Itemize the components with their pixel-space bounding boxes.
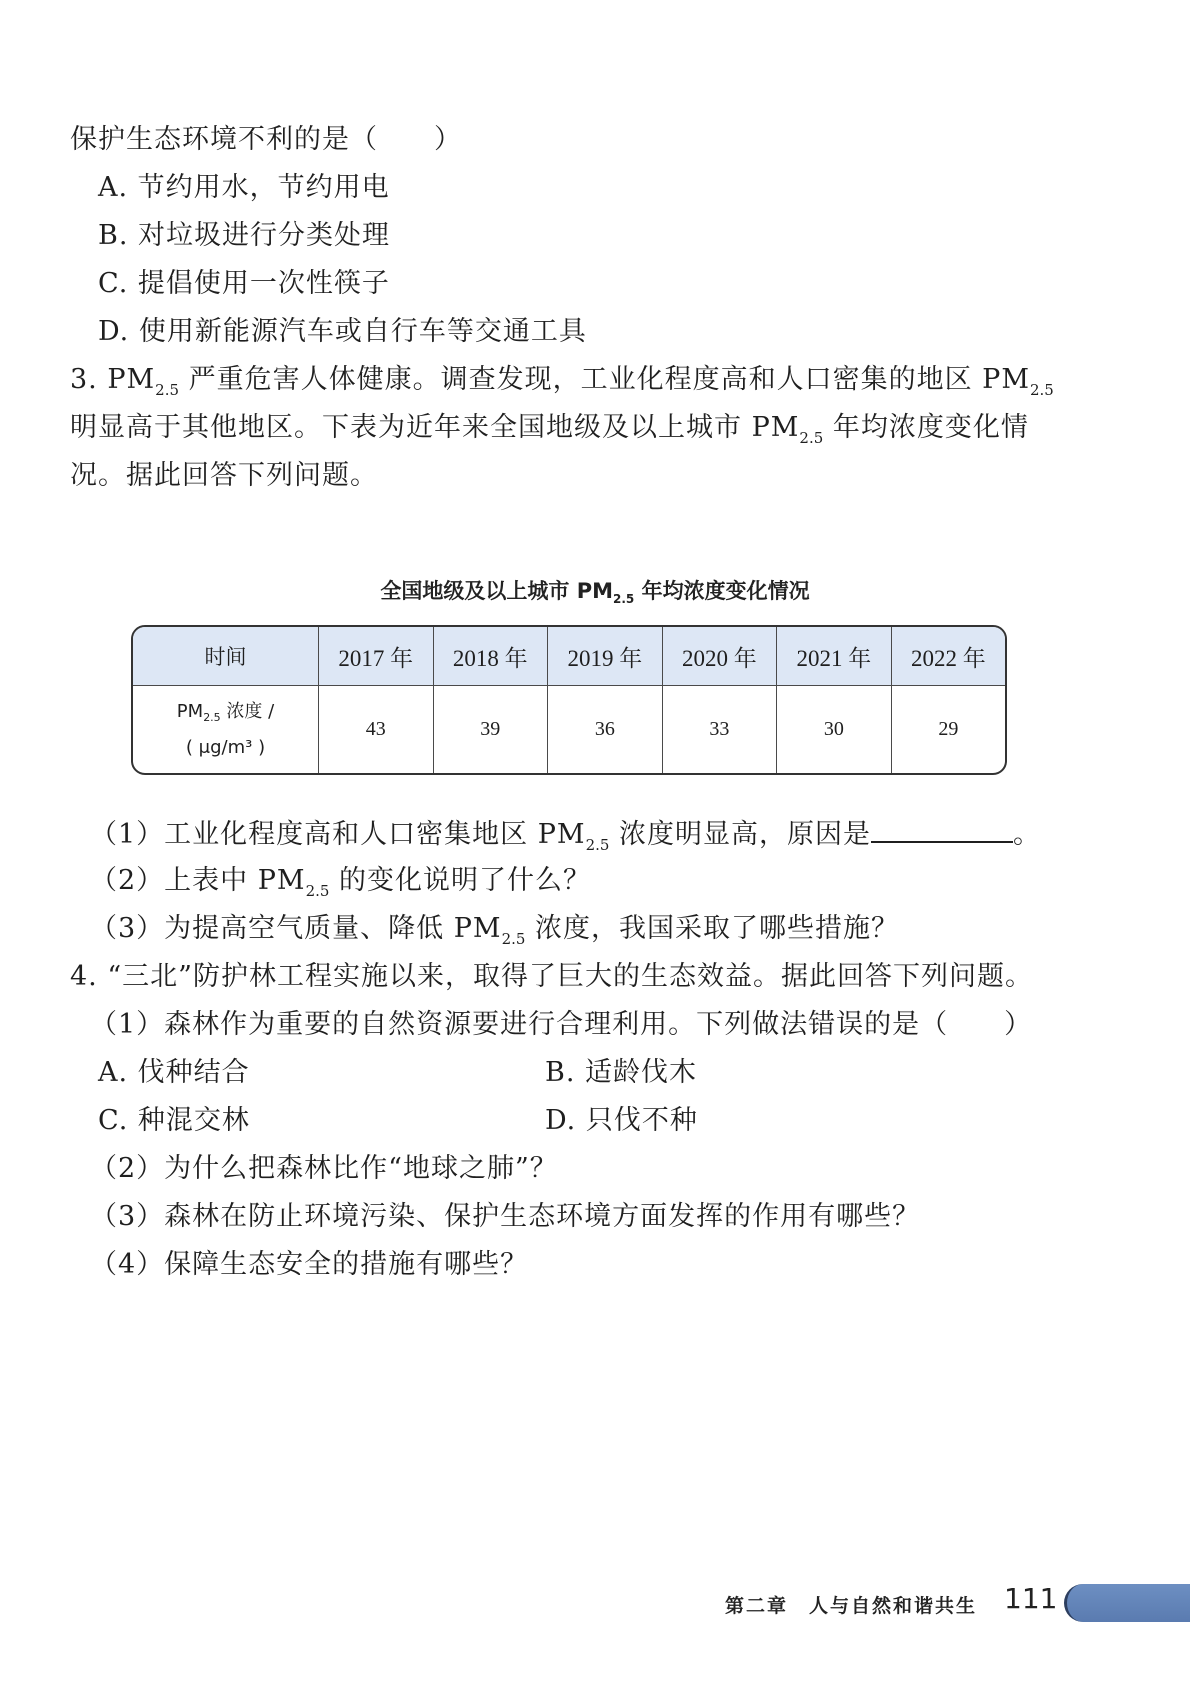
table-title — [0, 575, 1190, 605]
q4-sub-3: （3）森林在防止环境污染、保护生态环境方面发挥的作用有哪些？ — [90, 1201, 921, 1232]
subscript: 2.5 — [1030, 381, 1054, 399]
text: 。 — [1013, 819, 1042, 850]
subscript: 2.5 — [203, 710, 221, 724]
header-year: 2022 年 — [891, 627, 1005, 686]
q2-option-c: C. 提倡使用一次性筷子 — [98, 268, 390, 299]
q3-sub-3 — [90, 911, 899, 950]
q4-option-d: D. 只伐不种 — [545, 1105, 698, 1136]
table-cell: 29 — [891, 686, 1005, 774]
text: 年均浓度变化情 — [823, 412, 1029, 443]
table-cell: 36 — [548, 686, 663, 774]
chapter-title: 第二章 人与自然和谐共生 — [725, 1595, 978, 1617]
page-number: 111 — [1004, 1582, 1058, 1615]
answer-blank[interactable] — [871, 815, 1013, 843]
text: （2）上表中 PM — [90, 865, 306, 896]
q3-sub-1 — [90, 815, 1041, 856]
subscript: 2.5 — [155, 381, 180, 399]
table-cell: 33 — [662, 686, 777, 774]
q2-option-a: A. 节约用水，节约用电 — [98, 172, 390, 203]
text: 浓度，我国采取了哪些措施？ — [525, 913, 900, 944]
q3-stem-line-1 — [70, 362, 1054, 401]
header-year: 2017 年 — [319, 627, 434, 686]
q3-stem-line-2 — [70, 410, 1029, 449]
table-cell: 30 — [777, 686, 892, 774]
text: 全国地级及以上城市 PM — [380, 579, 614, 603]
header-year: 2019 年 — [548, 627, 663, 686]
q4-sub-4: （4）保障生态安全的措施有哪些？ — [90, 1249, 529, 1280]
table-header-row — [133, 627, 1005, 686]
table-row — [133, 686, 1005, 774]
q2-option-b: B. 对垃圾进行分类处理 — [98, 220, 391, 251]
q4-option-a: A. 伐种结合 — [98, 1057, 250, 1088]
q4-sub-1: （1）森林作为重要的自然资源要进行合理利用。下列做法错误的是（ ） — [90, 1009, 1033, 1040]
q4-option-b: B. 适龄伐木 — [545, 1057, 698, 1088]
pm25-table — [131, 625, 1007, 775]
header-year: 2021 年 — [777, 627, 892, 686]
text: （3）为提高空气质量、降低 PM — [90, 913, 502, 944]
q3-stem-line-3: 况。据此回答下列问题。 — [70, 460, 378, 491]
header-time: 时间 — [133, 627, 319, 686]
subscript: 2.5 — [799, 429, 824, 447]
subscript: 2.5 — [501, 930, 526, 948]
unit: ( μg/m³ ) — [185, 736, 266, 758]
subscript: 2.5 — [613, 592, 635, 606]
text: 3. PM — [70, 364, 156, 395]
text: 的变化说明了什么？ — [329, 865, 592, 896]
header-year: 2020 年 — [662, 627, 777, 686]
q3-sub-2 — [90, 863, 591, 902]
q4-option-c: C. 种混交林 — [98, 1105, 250, 1136]
text: 浓度 / — [220, 700, 275, 722]
q4-sub-2: （2）为什么把森林比作“地球之肺”？ — [90, 1153, 558, 1184]
table-cell: 43 — [319, 686, 434, 774]
row-label — [133, 686, 319, 774]
q2-stem-tail: 保护生态环境不利的是（ ） — [70, 124, 462, 155]
header-year: 2018 年 — [433, 627, 548, 686]
q4-stem: 4. “三北”防护林工程实施以来，取得了巨大的生态效益。据此回答下列问题。 — [70, 961, 1033, 992]
text: 年均浓度变化情况 — [634, 579, 810, 603]
subscript: 2.5 — [585, 836, 610, 854]
text: PM — [176, 700, 204, 722]
text: 严重危害人体健康。调查发现，工业化程度高和人口密集的地区 PM — [179, 364, 1030, 395]
text: （1）工业化程度高和人口密集地区 PM — [90, 819, 586, 850]
text: 明显高于其他地区。下表为近年来全国地级及以上城市 PM — [70, 412, 800, 443]
page-tab-decoration — [1064, 1584, 1190, 1622]
text: 浓度明显高，原因是 — [609, 819, 872, 850]
subscript: 2.5 — [305, 882, 330, 900]
table-cell: 39 — [433, 686, 548, 774]
q2-option-d: D. 使用新能源汽车或自行车等交通工具 — [98, 316, 587, 347]
